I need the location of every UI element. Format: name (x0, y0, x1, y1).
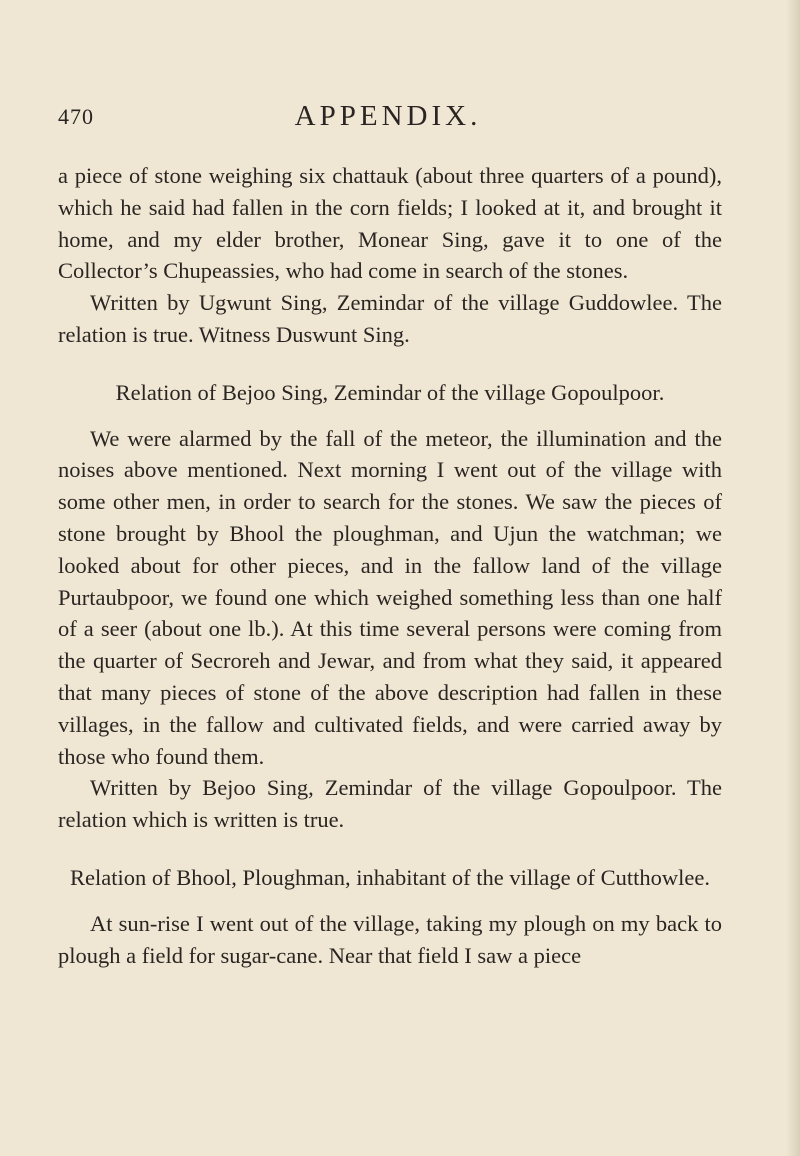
paragraph-signature-ugwunt: Written by Ugwunt Sing, Zemindar of the village Guddowlee. The relation is true. Witness Duswunt Sing. (58, 290, 722, 347)
page-edge-shadow (786, 0, 800, 1156)
section-heading-bejoo: Relation of Bejoo Sing, Zemindar of the village Gopoulpoor. (115, 379, 665, 405)
section-gap (58, 894, 722, 908)
section-heading-bhool: Relation of Bhool, Ploughman, inhabitant of the village of Cutthowlee. (70, 864, 710, 890)
body-text (58, 160, 722, 971)
running-head: APPENDIX. (294, 100, 482, 132)
page-number: 470 (58, 104, 94, 129)
paragraph-bhool-relation: At sun-rise I went out of the village, taking my plough on my back to plough a field for sugar-cane. Near that field I saw a piece (58, 910, 722, 968)
page-header (58, 100, 718, 138)
section-gap (58, 836, 722, 862)
section-gap (58, 351, 722, 377)
paragraph-signature-bejoo: Written by Bejoo Sing, Zemindar of the village Gopoulpoor. The relation which is written is true. (58, 775, 722, 833)
paragraph-bejoo-relation: We were alarmed by the fall of the meteor, the illumination and the noises above mentioned. Next morning I went out of the village with some other men, in order to search for the stones. We saw the pieces of stone brought by Bhool the ploughman, and Ujun the watchman; we looked about for other pieces, and in the fallow land of the village Purtaubpoor, we found one which weighed something less than one half of a seer (about one lb.). At this time several persons were coming from the quarter of Secroreh and Jewar, and from what they said, it appeared that many pieces of stone of the above description had fallen in these villages, in the fallow and cultivated fields, and were carried away by those who found them. (58, 425, 722, 769)
paragraph-continuation: a piece of stone weighing six chattauk (about three quarters of a pound), which he said had fallen in the corn fields; I looked at it, and brought it home, and my elder brother, Monear Sing, gave it to one of the Collector’s Chupeassies, who had come in search of the stones. (58, 163, 722, 284)
section-gap (58, 409, 722, 423)
